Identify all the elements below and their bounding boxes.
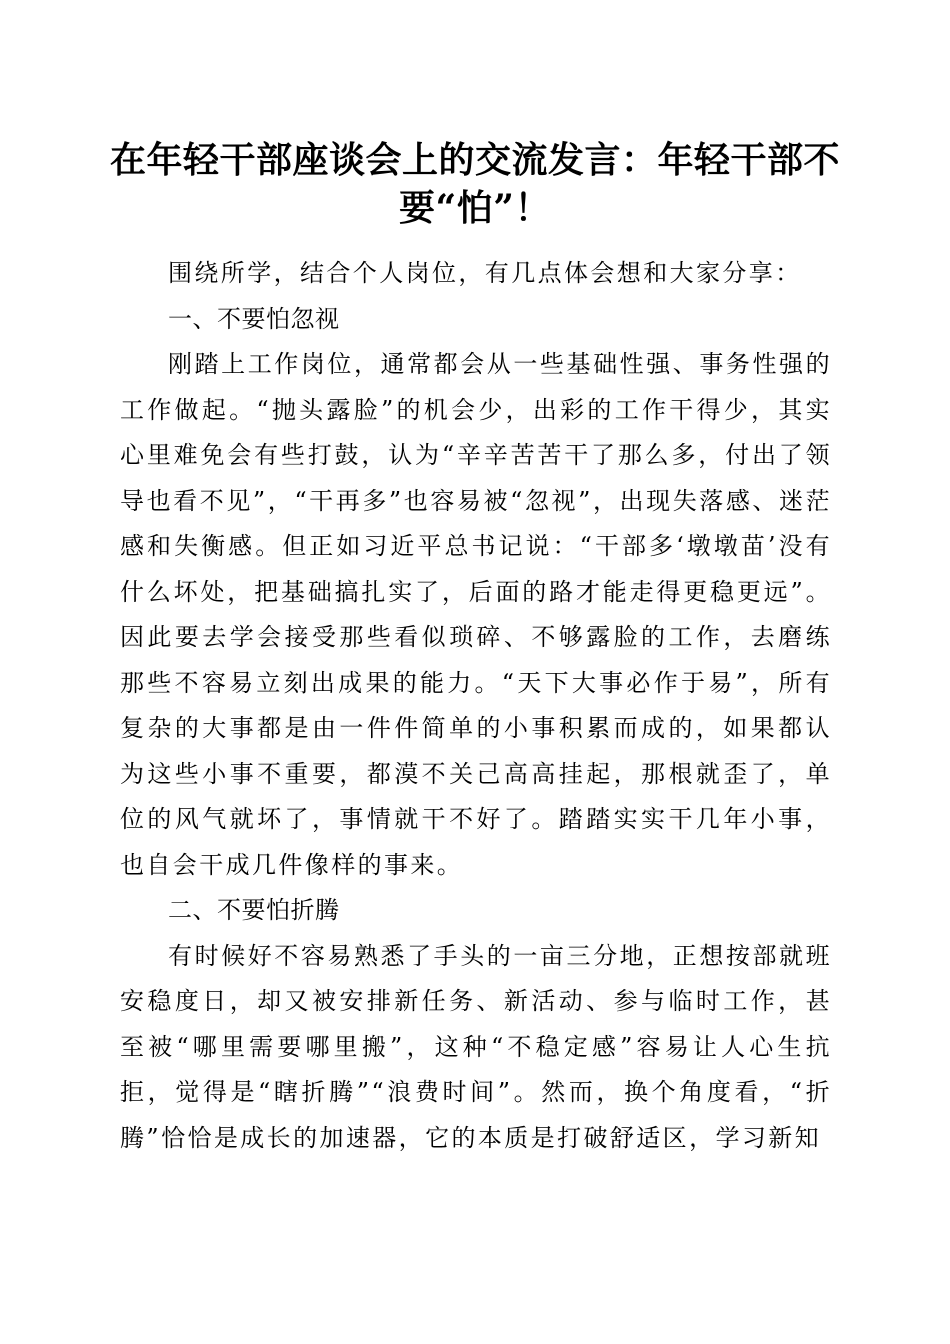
section-heading-1: 一、不要怕忽视 <box>168 304 340 333</box>
document-title: 在年轻干部座谈会上的交流发言：年轻干部不要“怕”！ <box>109 139 840 229</box>
document-body <box>120 251 832 1161</box>
section-paragraph-2: 有时候好不容易熟悉了手头的一亩三分地，正想按部就班安稳度日，却又被安排新任务、新活动、参与临时工作，甚至被“哪里需要哪里搬”，这种“不稳定感”容易让人心生抗拒，觉得是“瞎折腾”“浪费时间”。然而，换个角度看，“折腾”恰恰是成长的加速器，它的本质是打破舒适区，学习新知 <box>120 941 832 1152</box>
section-heading-2: 二、不要怕折腾 <box>168 896 340 924</box>
section-paragraph-1: 刚踏上工作岗位，通常都会从一些基础性强、事务性强的工作做起。“抛头露脸”的机会少，出彩的工作干得少，其实心里难免会有些打鼓，认为“辛辛苦苦干了那么多，付出了领导也看不见”，“干再多”也容易被“忽视”，出现失落感、迷茫感和失衡感。但正如习近平总书记说：“干部多‘墩墩苗’没有什么坏处，把基础搞扎实了，后面的路才能走得更稳更远”。因此要去学会接受那些看似琐碎、不够露脸的工作，去磨练那些不容易立刻出成果的能力。“天下大事必作于易”，所有复杂的大事都是由一件件简单的小事积累而成的，如果都认为这些小事不重要，都漠不关己高高挂起，那根就歪了，单位的风气就坏了，事情就干不好了。踏踏实实干几年小事，也自会干成几件像样的事来。 <box>120 350 832 879</box>
intro-paragraph: 围绕所学，结合个人岗位，有几点体会想和大家分享： <box>168 259 802 287</box>
